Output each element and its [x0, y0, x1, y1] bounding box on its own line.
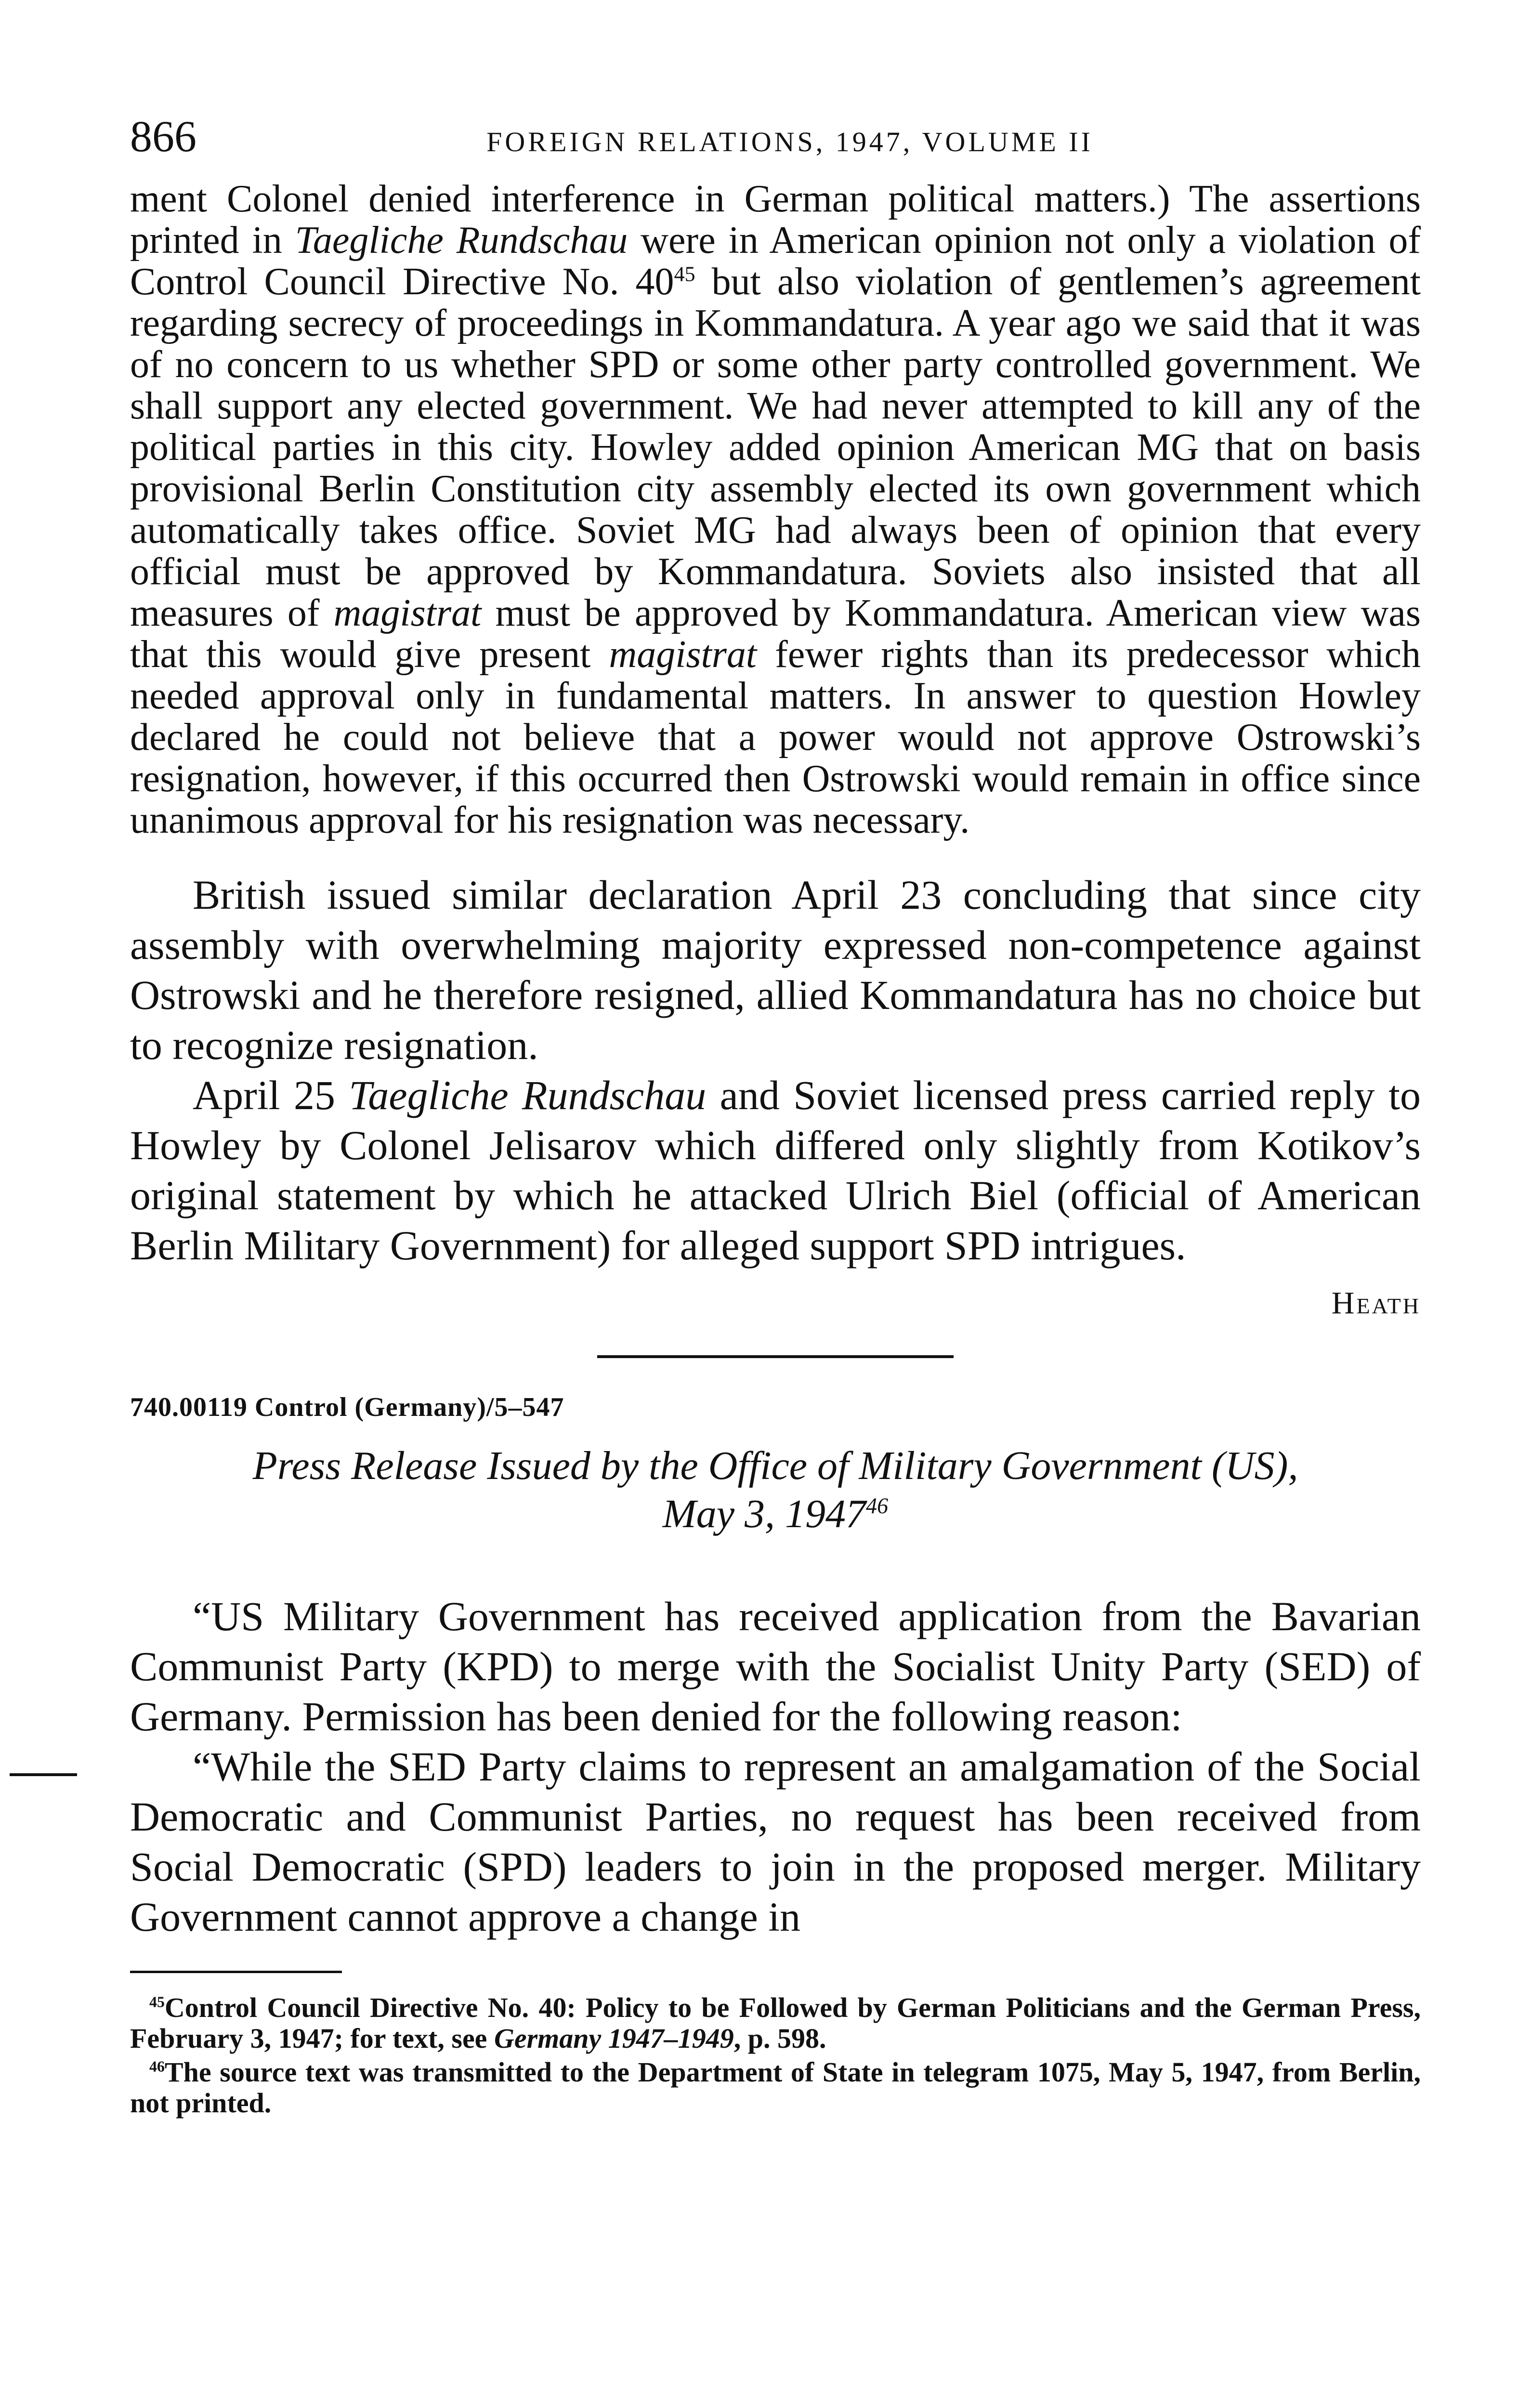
file-reference: 740.00119 Control (Germany)/5–547 — [130, 1392, 564, 1422]
footnote-45: $^{45}$Control Council Directive No. 40: Policy to be Followed by German Politicians and the German Press, February 3, 1947; for text, see Germany 1947–1949, p. 598. — [130, 1992, 1421, 2054]
footnote-ref-46[interactable]: 46 — [866, 1493, 889, 1518]
footnote-ref-45[interactable]: 45 — [674, 262, 695, 286]
page — [130, 111, 1421, 2121]
press-paragraph-1: “US Military Government has received application from the Bavarian Communist Party (KPD) to merge with the Socialist Unity Party (SED) of Germany. Permission has been denied for the following reason: — [130, 1593, 1421, 1740]
running-title: FOREIGN RELATIONS, 1947, VOLUME II — [486, 126, 1093, 157]
signature: Heath — [1331, 1285, 1421, 1321]
document-title: Press Release Issued by the Office of Military Government (US), May 3, 1947$^{46}$ — [252, 1443, 1298, 1536]
page-header — [130, 111, 1421, 169]
margin-mark — [10, 1773, 77, 1776]
section-divider — [597, 1355, 954, 1358]
footnote-46: $^{46}$The source text was transmitted to the Department of State in telegram 1075, May 5, 1947, from Berlin, not printed. — [130, 2056, 1421, 2119]
paragraph-british: British issued similar declaration April 23 concluding that since city assembly with overwhelming majority expressed non-competence against Ostrowski and he therefore resigned, allied Kommandatura has no choice but to recognize resignation. — [130, 872, 1421, 1068]
footnote-rule — [130, 1971, 342, 1973]
press-paragraph-2: “While the SED Party claims to represent an amalgamation of the Social Democratic and Communist Parties, no request has been received from Social Democratic (SPD) leaders to join in the proposed merger. Military Government cannot approve a change in — [130, 1743, 1421, 1940]
paragraph-april-25: April 25 Taegliche Rundschau and Soviet licensed press carried reply to Howley by Colonel Jelisarov which differed only slightly from Kotikov’s original statement by which he attacked Ulrich Biel (official of American Berlin Military Government) for alleged support SPD intrigues. — [130, 1072, 1421, 1269]
continued-paragraph: ment Colonel denied interference in German political matters.) The assertions printed in Taegliche Rundschau were in American opinion not only a violation of Control Council Directive No. $40^{45}$ but also violation of gentlemen’s agreement regarding secrecy of proceedings in Kommandatura. A year ago we said that it was of no concern to us whether SPD or some other party controlled government. We shall support any elected government. We had never attempted to kill any of the political parties in this city. Howley added opinion American MG that on basis provisional Berlin Constitution city assembly elected its own government which automatically takes office. Soviet MG had always been of opinion that every official must be approved by Kommandatura. Soviets also insisted that all measures of magistrat must be approved by Kommandatura. American view was that this would give present magistrat fewer rights than its predecessor which needed approval only in fundamental matters. In answer to question Howley declared he could not believe that a power would not approve Ostrowski’s resignation, however, if this occurred then Ostrowski would remain in office since unanimous approval for his resignation was necessary. — [130, 178, 1421, 841]
page-number: 866 — [130, 112, 196, 161]
